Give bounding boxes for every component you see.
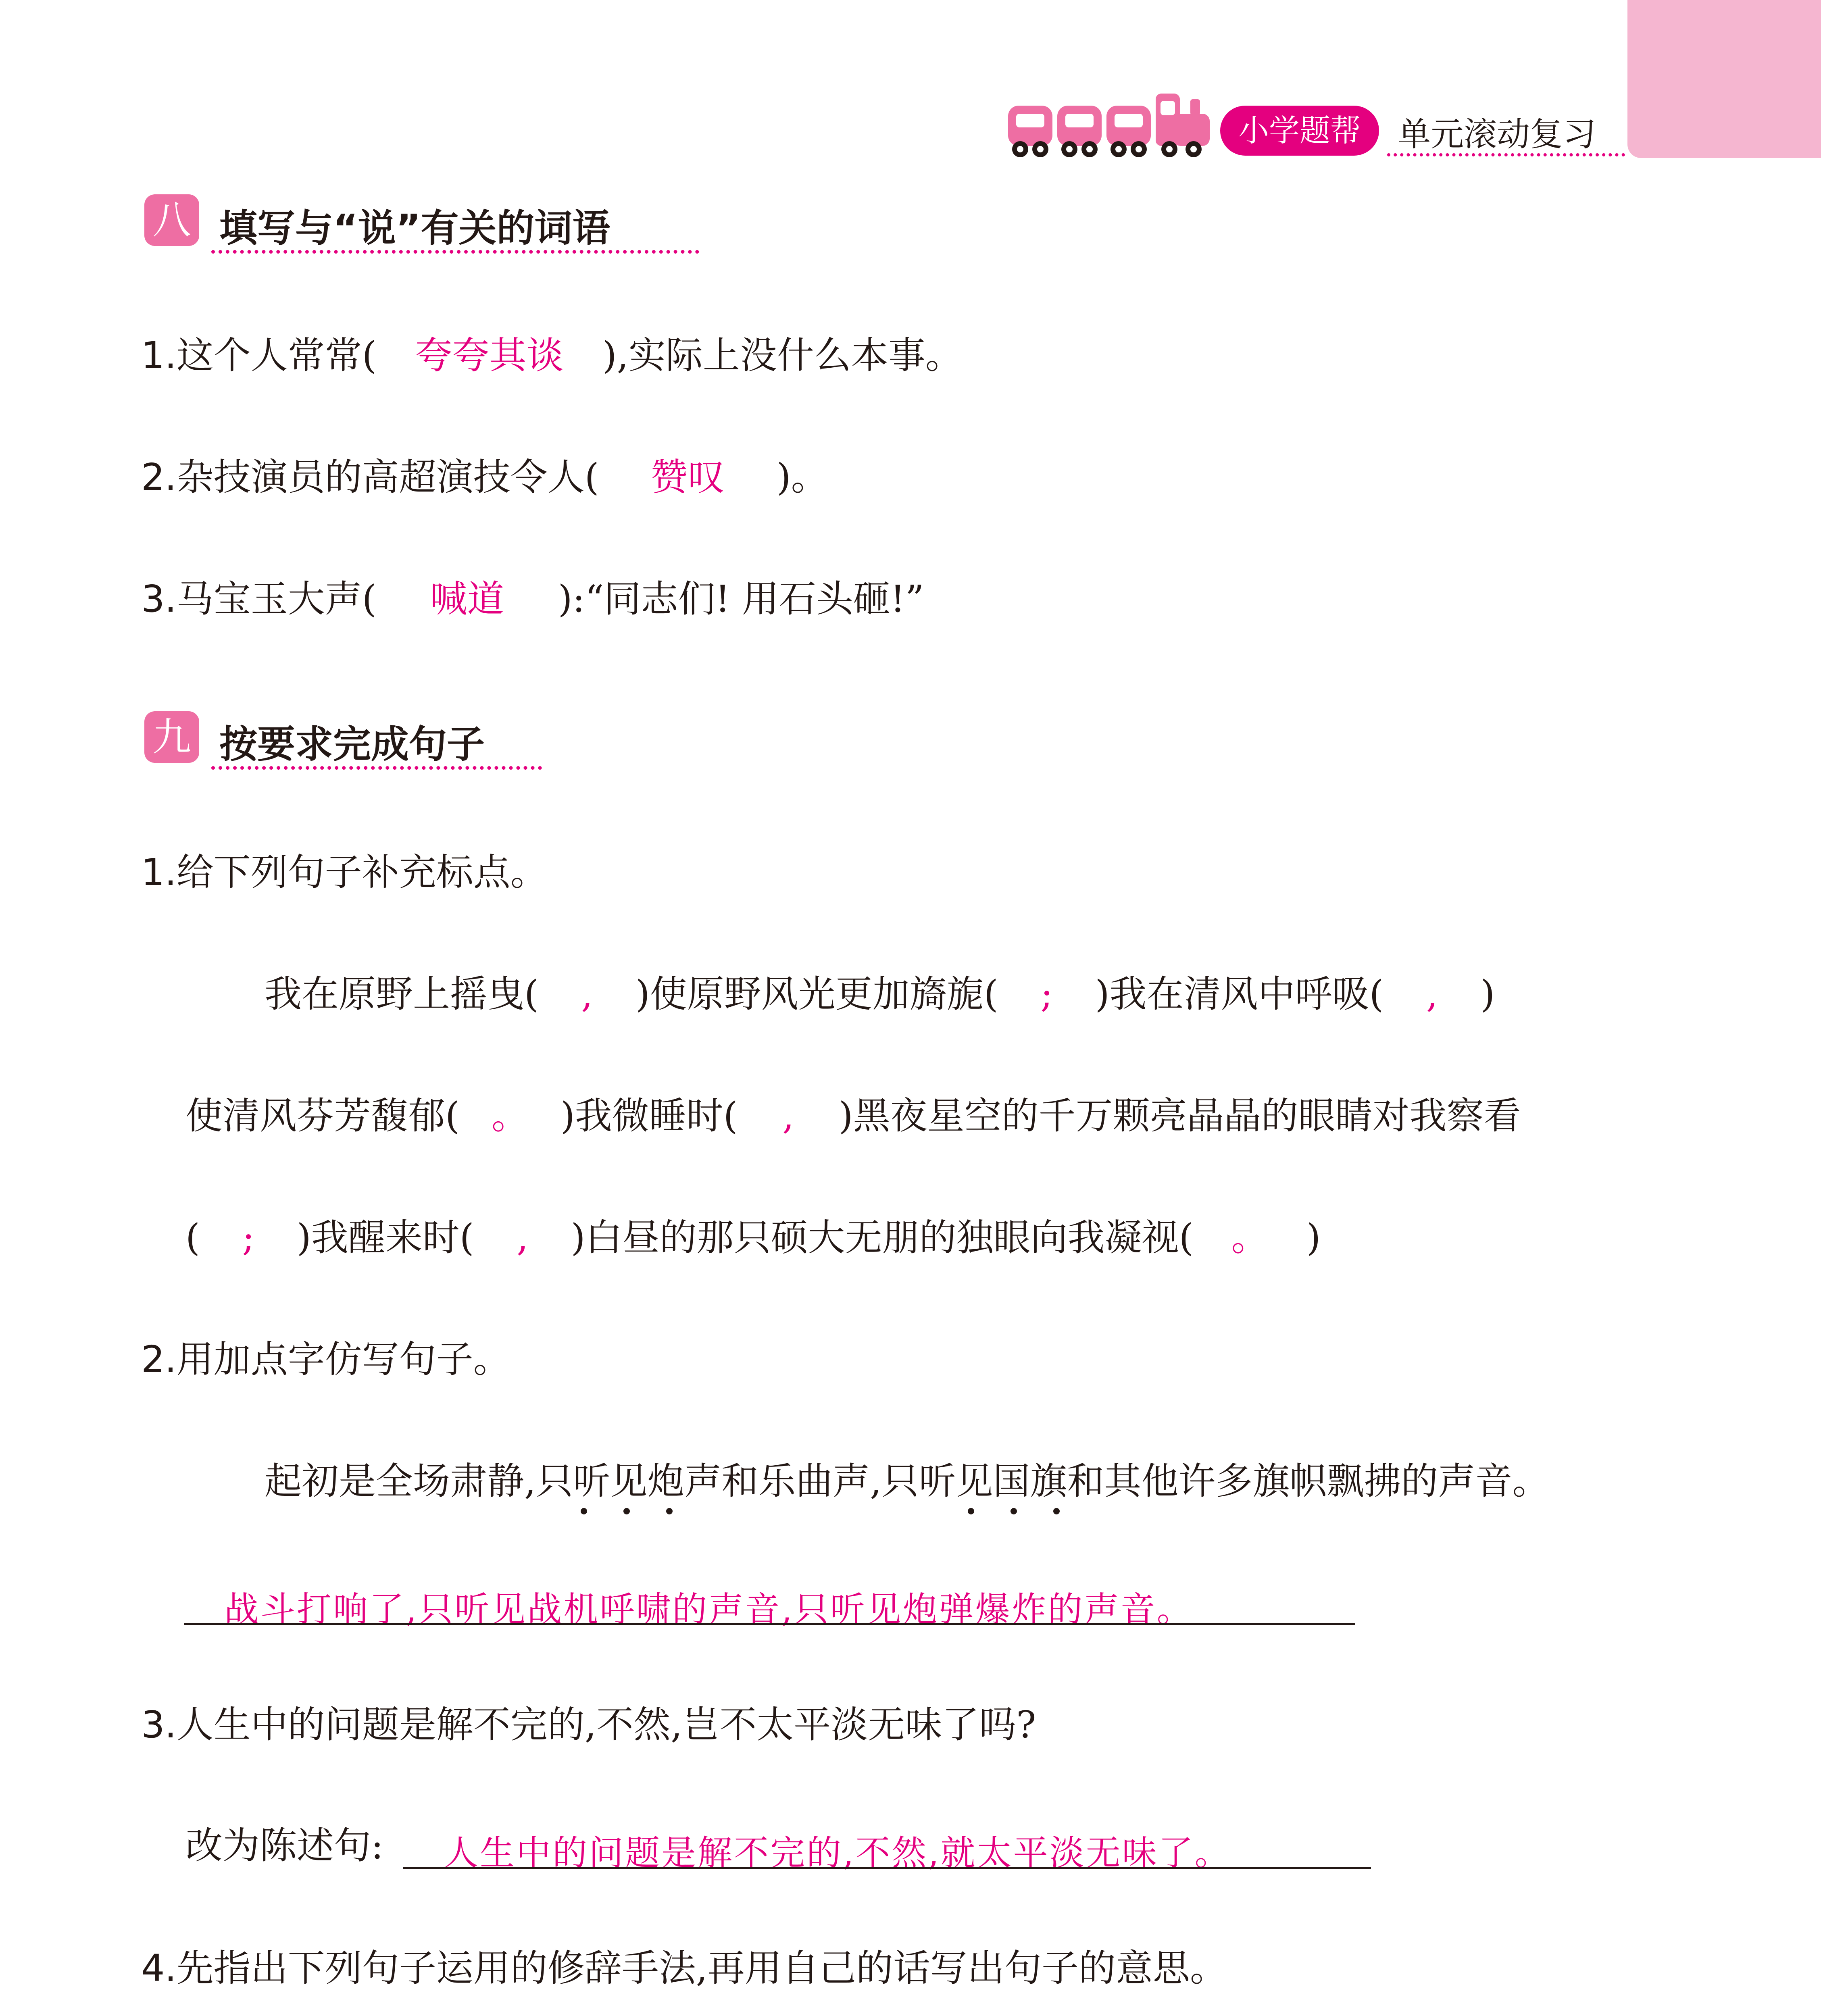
item-text: ):“同志们! 用石头砸!” — [558, 577, 924, 621]
item-number: 1. — [141, 334, 177, 377]
item-number: 4. — [141, 1947, 177, 1990]
s9-q3-label: 改为陈述句: — [185, 1824, 383, 1867]
emphasis-dot — [666, 1508, 673, 1514]
s8-item-2 — [141, 456, 828, 499]
page-corner-tab — [1627, 0, 1821, 158]
text-segment: )我醒来时( — [296, 1216, 474, 1259]
s9-q1-line-2 — [185, 1094, 1521, 1137]
item-text: )。 — [776, 456, 828, 499]
item-text: 马宝玉大声( — [176, 577, 377, 621]
item-number: 3. — [141, 1703, 177, 1746]
text-segment: )我在清风中呼吸( — [1095, 973, 1384, 1016]
answer-punct: , — [517, 1216, 529, 1259]
prompt-text: 先指出下列句子运用的修辞手法,再用自己的话写出句子的意思。 — [176, 1947, 1227, 1990]
text-segment: 我在原野上摇曳( — [265, 973, 539, 1016]
prompt-text: 人生中的问题是解不完的,不然,岂不太平淡无味了吗? — [176, 1703, 1036, 1746]
emphasis-dot — [623, 1508, 630, 1514]
item-number: 2. — [141, 1338, 177, 1381]
s9-q2-answer: 战斗打响了,只听见战机呼啸的声音,只听见炮弹爆炸的声音。 — [224, 1589, 1193, 1630]
answer-punct: ; — [242, 1216, 255, 1259]
answer-line — [184, 1623, 1355, 1625]
s8-item-1 — [141, 334, 963, 377]
answer-text: 喊道 — [430, 577, 504, 621]
answer-punct: , — [782, 1094, 794, 1137]
section-8-badge: 八 — [144, 194, 199, 246]
text-segment: )白昼的那只硕大无朋的独眼向我凝视( — [571, 1216, 1194, 1259]
section-9-underline — [211, 766, 542, 770]
prompt-text: 用加点字仿写句子。 — [176, 1338, 510, 1381]
answer-punct: 。 — [1231, 1216, 1269, 1259]
item-text: 杂技演员的高超演技令人( — [176, 456, 599, 499]
answer-text: 夸夸其谈 — [415, 334, 564, 377]
item-text: ),实际上没什么本事。 — [602, 334, 963, 377]
answer-punct: , — [1426, 973, 1438, 1016]
emphasis-dot — [581, 1508, 587, 1514]
answer-line — [403, 1867, 1371, 1869]
answer-punct: 。 — [491, 1094, 529, 1137]
item-number: 3. — [141, 577, 177, 621]
answer-punct: ; — [1040, 973, 1053, 1016]
section-8-title: 填写与“说”有关的词语 — [219, 206, 610, 250]
answer-punct: , — [581, 973, 593, 1016]
text-segment: ( — [185, 1216, 200, 1259]
emphasis-dot — [968, 1508, 974, 1514]
text-segment: )使原野风光更加旖旎( — [635, 973, 998, 1016]
brand-badge: 小学题帮 — [1220, 106, 1379, 156]
section-9-title: 按要求完成句子 — [219, 723, 485, 766]
text-segment: ) — [1480, 973, 1495, 1016]
item-text: 这个人常常( — [176, 334, 377, 377]
s9-q2-sentence: 起初是全场肃静,只听见炮声和乐曲声,只听见国旗和其他许多旗帜飘拂的声音。 — [265, 1460, 1550, 1503]
item-number: 1. — [141, 851, 177, 894]
s9-q1-line-1 — [265, 973, 1495, 1016]
prompt-text: 给下列句子补充标点。 — [176, 851, 548, 894]
s9-q3-prompt — [141, 1703, 1036, 1746]
s9-q2-prompt — [141, 1338, 510, 1381]
train-icon — [1008, 90, 1210, 162]
item-number: 2. — [141, 456, 177, 499]
section-9-badge: 九 — [144, 711, 199, 763]
emphasis-dot — [1011, 1508, 1017, 1514]
text-segment: )我微睡时( — [560, 1094, 738, 1137]
s9-q1-prompt — [141, 851, 548, 894]
s9-q3-answer: 人生中的问题是解不完的,不然,就太平淡无味了。 — [444, 1833, 1231, 1873]
s9-q4-prompt — [141, 1947, 1227, 1990]
series-title: 单元滚动复习 — [1398, 115, 1596, 154]
header-underline — [1387, 153, 1625, 156]
s9-q1-line-3 — [185, 1216, 1321, 1259]
s8-item-3 — [141, 577, 924, 621]
section-8-underline — [211, 250, 699, 254]
text-segment: ) — [1306, 1216, 1321, 1259]
answer-text: 赞叹 — [650, 456, 725, 499]
text-segment: )黑夜星空的千万颗亮晶晶的眼睛对我察看 — [838, 1094, 1521, 1137]
emphasis-dot — [1053, 1508, 1060, 1514]
text-segment: 使清风芬芳馥郁( — [185, 1094, 460, 1137]
